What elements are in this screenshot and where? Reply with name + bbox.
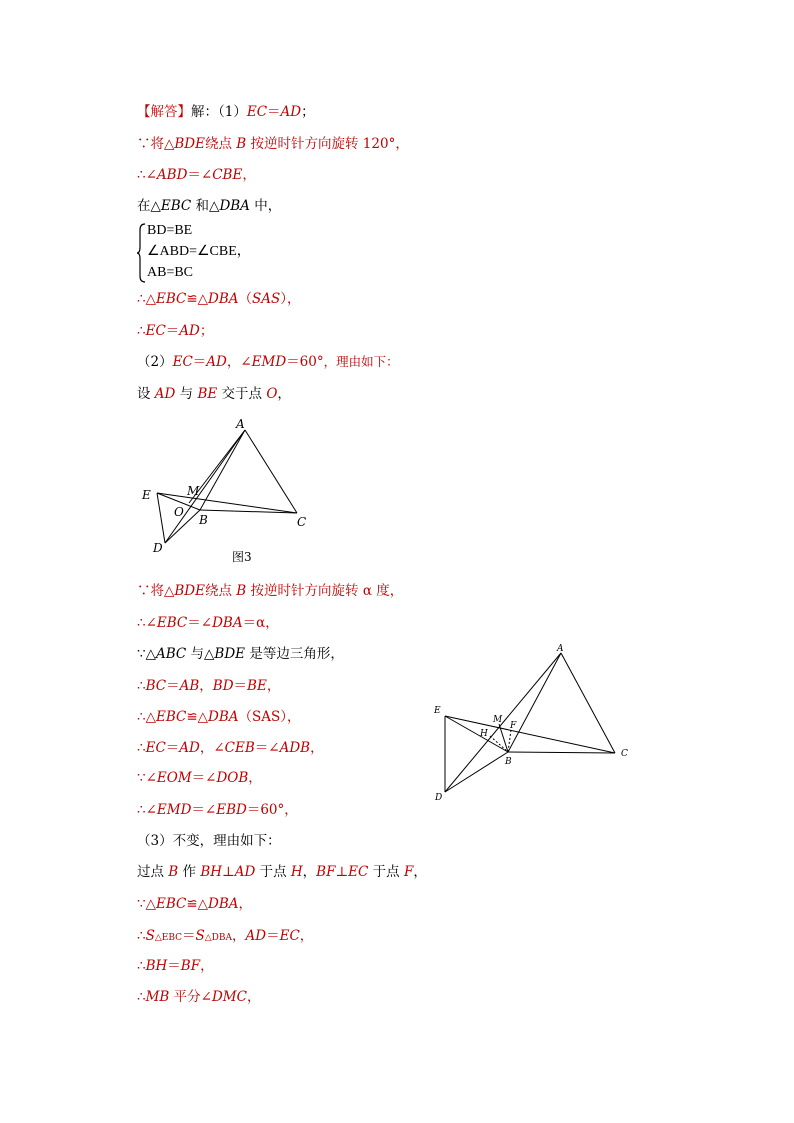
line-equilateral (137, 645, 344, 663)
line-ec-ad-angles (137, 739, 324, 757)
text: ∴ (137, 958, 146, 974)
segment-ab (508, 653, 561, 752)
math: EC (145, 323, 166, 339)
math: EC (279, 928, 300, 944)
math: F (403, 864, 414, 880)
text: ， (266, 678, 281, 694)
text: ∵△ (137, 896, 156, 912)
line-angle-equal (137, 166, 256, 184)
text: ，∠ (199, 740, 225, 756)
text: ＝∠ (187, 167, 213, 183)
math: CEB (224, 740, 255, 756)
text: ＝60°， (246, 802, 298, 818)
math: ⊥ (335, 864, 349, 880)
system-row-1: BD=BE (147, 223, 193, 238)
math: H (290, 864, 303, 880)
line-area-equal (137, 927, 313, 947)
line-sides-equal (137, 677, 280, 695)
math: ADB (279, 740, 311, 756)
math: α (256, 615, 266, 631)
math: EC (145, 740, 166, 756)
text: ， (199, 678, 213, 694)
label-d: D (435, 793, 443, 803)
text: 于点 (255, 864, 291, 880)
text: 是等边三角形， (245, 646, 344, 662)
text: 与△ (186, 646, 215, 662)
math: ＝ (267, 104, 281, 120)
math: EBC (155, 709, 187, 725)
segment-ac (561, 653, 615, 753)
text: ， (242, 167, 256, 183)
text: ， (238, 896, 253, 912)
line-part-3: （3）不变，理由如下： (137, 833, 281, 849)
text: ＝ (266, 928, 280, 944)
math: AB (179, 678, 200, 694)
text: ， (248, 770, 262, 786)
line-congruent-2 (137, 708, 301, 726)
math: DBA (208, 896, 239, 912)
label-a: A (236, 417, 245, 431)
math: BE (197, 386, 218, 402)
label-e: E (142, 488, 151, 502)
text: （ (238, 291, 253, 307)
math: EBC (155, 896, 187, 912)
label-a: A (557, 644, 564, 654)
math: DBA (208, 291, 239, 307)
math: EMD (251, 354, 287, 370)
text: 绕点 (205, 136, 237, 152)
label-b: B (199, 513, 208, 527)
math: BE (247, 678, 267, 694)
label-f: F (510, 721, 517, 731)
math: DMC (211, 989, 247, 1005)
label-c: C (621, 749, 628, 759)
math: ⊥ (222, 864, 235, 880)
figure-3 (135, 413, 320, 573)
text: ＝∠ (254, 740, 280, 756)
math: BDE (174, 136, 205, 152)
text: ＝∠ (191, 802, 217, 818)
text: ＝ (182, 928, 196, 944)
line-intersection-o (137, 385, 291, 403)
text: 作 (178, 864, 201, 880)
math: B (236, 136, 247, 152)
text: ∵将△ (137, 136, 175, 152)
math: ABC (155, 646, 187, 662)
label-b: B (505, 757, 512, 767)
line-bh-bf (137, 957, 214, 975)
text: ， (200, 958, 214, 974)
text: ； (301, 104, 315, 120)
math: DBA (208, 709, 239, 725)
text: （SAS）， (238, 709, 301, 725)
segment-bc (508, 752, 615, 753)
math-subscript: △DBA (204, 933, 233, 943)
segment-db (445, 752, 508, 792)
text: ， (413, 864, 427, 880)
text: ＝∠ (187, 615, 213, 631)
math: ＝ (192, 354, 207, 370)
text: ∴ (137, 323, 146, 339)
label-m: M (493, 715, 503, 725)
text: 平分∠ (169, 989, 212, 1005)
line-rotate-alpha (137, 582, 403, 600)
math: SAS (252, 291, 281, 307)
math: DOB (216, 770, 249, 786)
segment-ab (200, 430, 245, 510)
text: 和△ (191, 198, 220, 214)
text: ； (199, 323, 214, 339)
text: ＝∠ (191, 770, 217, 786)
text: ， (302, 864, 317, 880)
label-h: H (480, 729, 488, 739)
line-angle-alpha (137, 614, 279, 632)
label-m: M (187, 484, 200, 498)
text: ＝ (165, 740, 180, 756)
text: 交于点 (217, 386, 267, 402)
math: BDE (214, 646, 246, 662)
system-row-2: ∠ABD=∠CBE， (147, 244, 251, 259)
math: AD (179, 323, 200, 339)
math: ＝60° (286, 354, 324, 370)
segment-ec (445, 716, 615, 753)
figure-3-caption: 图3 (232, 550, 252, 564)
text: ，理由如下： (323, 354, 399, 369)
answer-tag: 【解答】 (137, 104, 191, 120)
math: DBA (212, 615, 243, 631)
label-e: E (434, 706, 441, 716)
line-bisector (137, 988, 260, 1006)
math: BH (200, 864, 223, 880)
figure-4 (425, 640, 640, 810)
text: 中， (249, 198, 282, 214)
line-congruent-3 (137, 895, 252, 913)
text: ≌△ (186, 896, 209, 912)
math: ，∠ (226, 354, 252, 370)
math: EBC (160, 198, 192, 214)
text: ＝ (233, 678, 248, 694)
text: 度， (371, 583, 404, 599)
text: ≌△ (186, 709, 209, 725)
label-c: C (297, 515, 307, 529)
text: 绕点 (205, 583, 237, 599)
text: ∴ (137, 989, 146, 1005)
segment-ed (157, 493, 165, 543)
math: BDE (174, 583, 205, 599)
text: ）， (280, 291, 301, 307)
text: ， (299, 928, 314, 944)
text: 解：（1） (191, 104, 247, 120)
text: ， (277, 386, 291, 402)
text: ＝ (242, 615, 257, 631)
text: ∴∠ (137, 167, 157, 183)
math: S (195, 928, 205, 944)
math: BC (145, 678, 167, 694)
line-vertical-angles (137, 769, 262, 787)
label-o: O (174, 505, 184, 519)
math: BF (316, 864, 336, 880)
text: 设 (137, 386, 155, 402)
text: ∴ (137, 928, 146, 944)
text: ， (265, 615, 279, 631)
math: AD (234, 864, 256, 880)
line-rotate-120 (137, 135, 409, 153)
text: ＝ (166, 678, 180, 694)
math: AD (206, 354, 227, 370)
text: ， (246, 989, 261, 1005)
text: 过点 (137, 864, 169, 880)
math: ABD (156, 167, 188, 183)
text: ＝ (165, 323, 180, 339)
text: （2） (137, 354, 173, 370)
system-row-3: AB=BC (147, 265, 194, 280)
line-perpendiculars (137, 863, 427, 881)
text: 按逆时针方向旋转 (246, 583, 363, 599)
math: O (266, 386, 278, 402)
text: 按逆时针方向旋转 120°， (246, 136, 409, 152)
math: MB (145, 989, 170, 1005)
math: EBC (155, 291, 187, 307)
math: EBC (156, 615, 188, 631)
segment-ac (245, 430, 297, 513)
text: 在△ (137, 198, 161, 214)
text: ∴∠ (137, 615, 157, 631)
math-subscript: △EBC (154, 933, 183, 943)
math: B (236, 583, 247, 599)
math: CBE (212, 167, 243, 183)
math: DBA (219, 198, 250, 214)
math: EBD (216, 802, 247, 818)
math: EMD (156, 802, 192, 818)
math: EOM (156, 770, 192, 786)
math: EC (246, 104, 268, 120)
math: BF (180, 958, 201, 974)
math: AD (179, 740, 200, 756)
line-congruent-1 (137, 290, 301, 308)
text: ， (232, 928, 246, 944)
math: EC (348, 864, 369, 880)
text: 于点 (368, 864, 404, 880)
math: AD (154, 386, 176, 402)
math: AD (245, 928, 267, 944)
text: ≌△ (186, 291, 209, 307)
text: ∵∠ (137, 770, 157, 786)
math: AD (280, 104, 302, 120)
text: ∴∠ (137, 802, 157, 818)
text: ＝ (167, 958, 181, 974)
line-emd-60 (137, 801, 298, 819)
text: ∴△ (137, 709, 156, 725)
left-brace-icon (137, 222, 147, 284)
math: BD (212, 678, 234, 694)
text: ∴ (137, 678, 146, 694)
text: ∵将△ (137, 583, 175, 599)
math: α (362, 583, 372, 599)
math: EC (172, 354, 193, 370)
math: BH (145, 958, 168, 974)
text: ∴△ (137, 291, 156, 307)
label-d: D (153, 541, 163, 555)
line-answer-1 (137, 103, 315, 121)
text: ， (310, 740, 324, 756)
math: B (168, 864, 179, 880)
line-in-triangles (137, 197, 281, 215)
line-part-2 (137, 353, 399, 371)
text: ∴ (137, 740, 146, 756)
segment-ad (445, 653, 561, 792)
text: ∵△ (137, 646, 156, 662)
equation-system (137, 222, 277, 284)
line-ec-ad (137, 322, 213, 340)
text: 与 (175, 386, 198, 402)
math: S (145, 928, 155, 944)
